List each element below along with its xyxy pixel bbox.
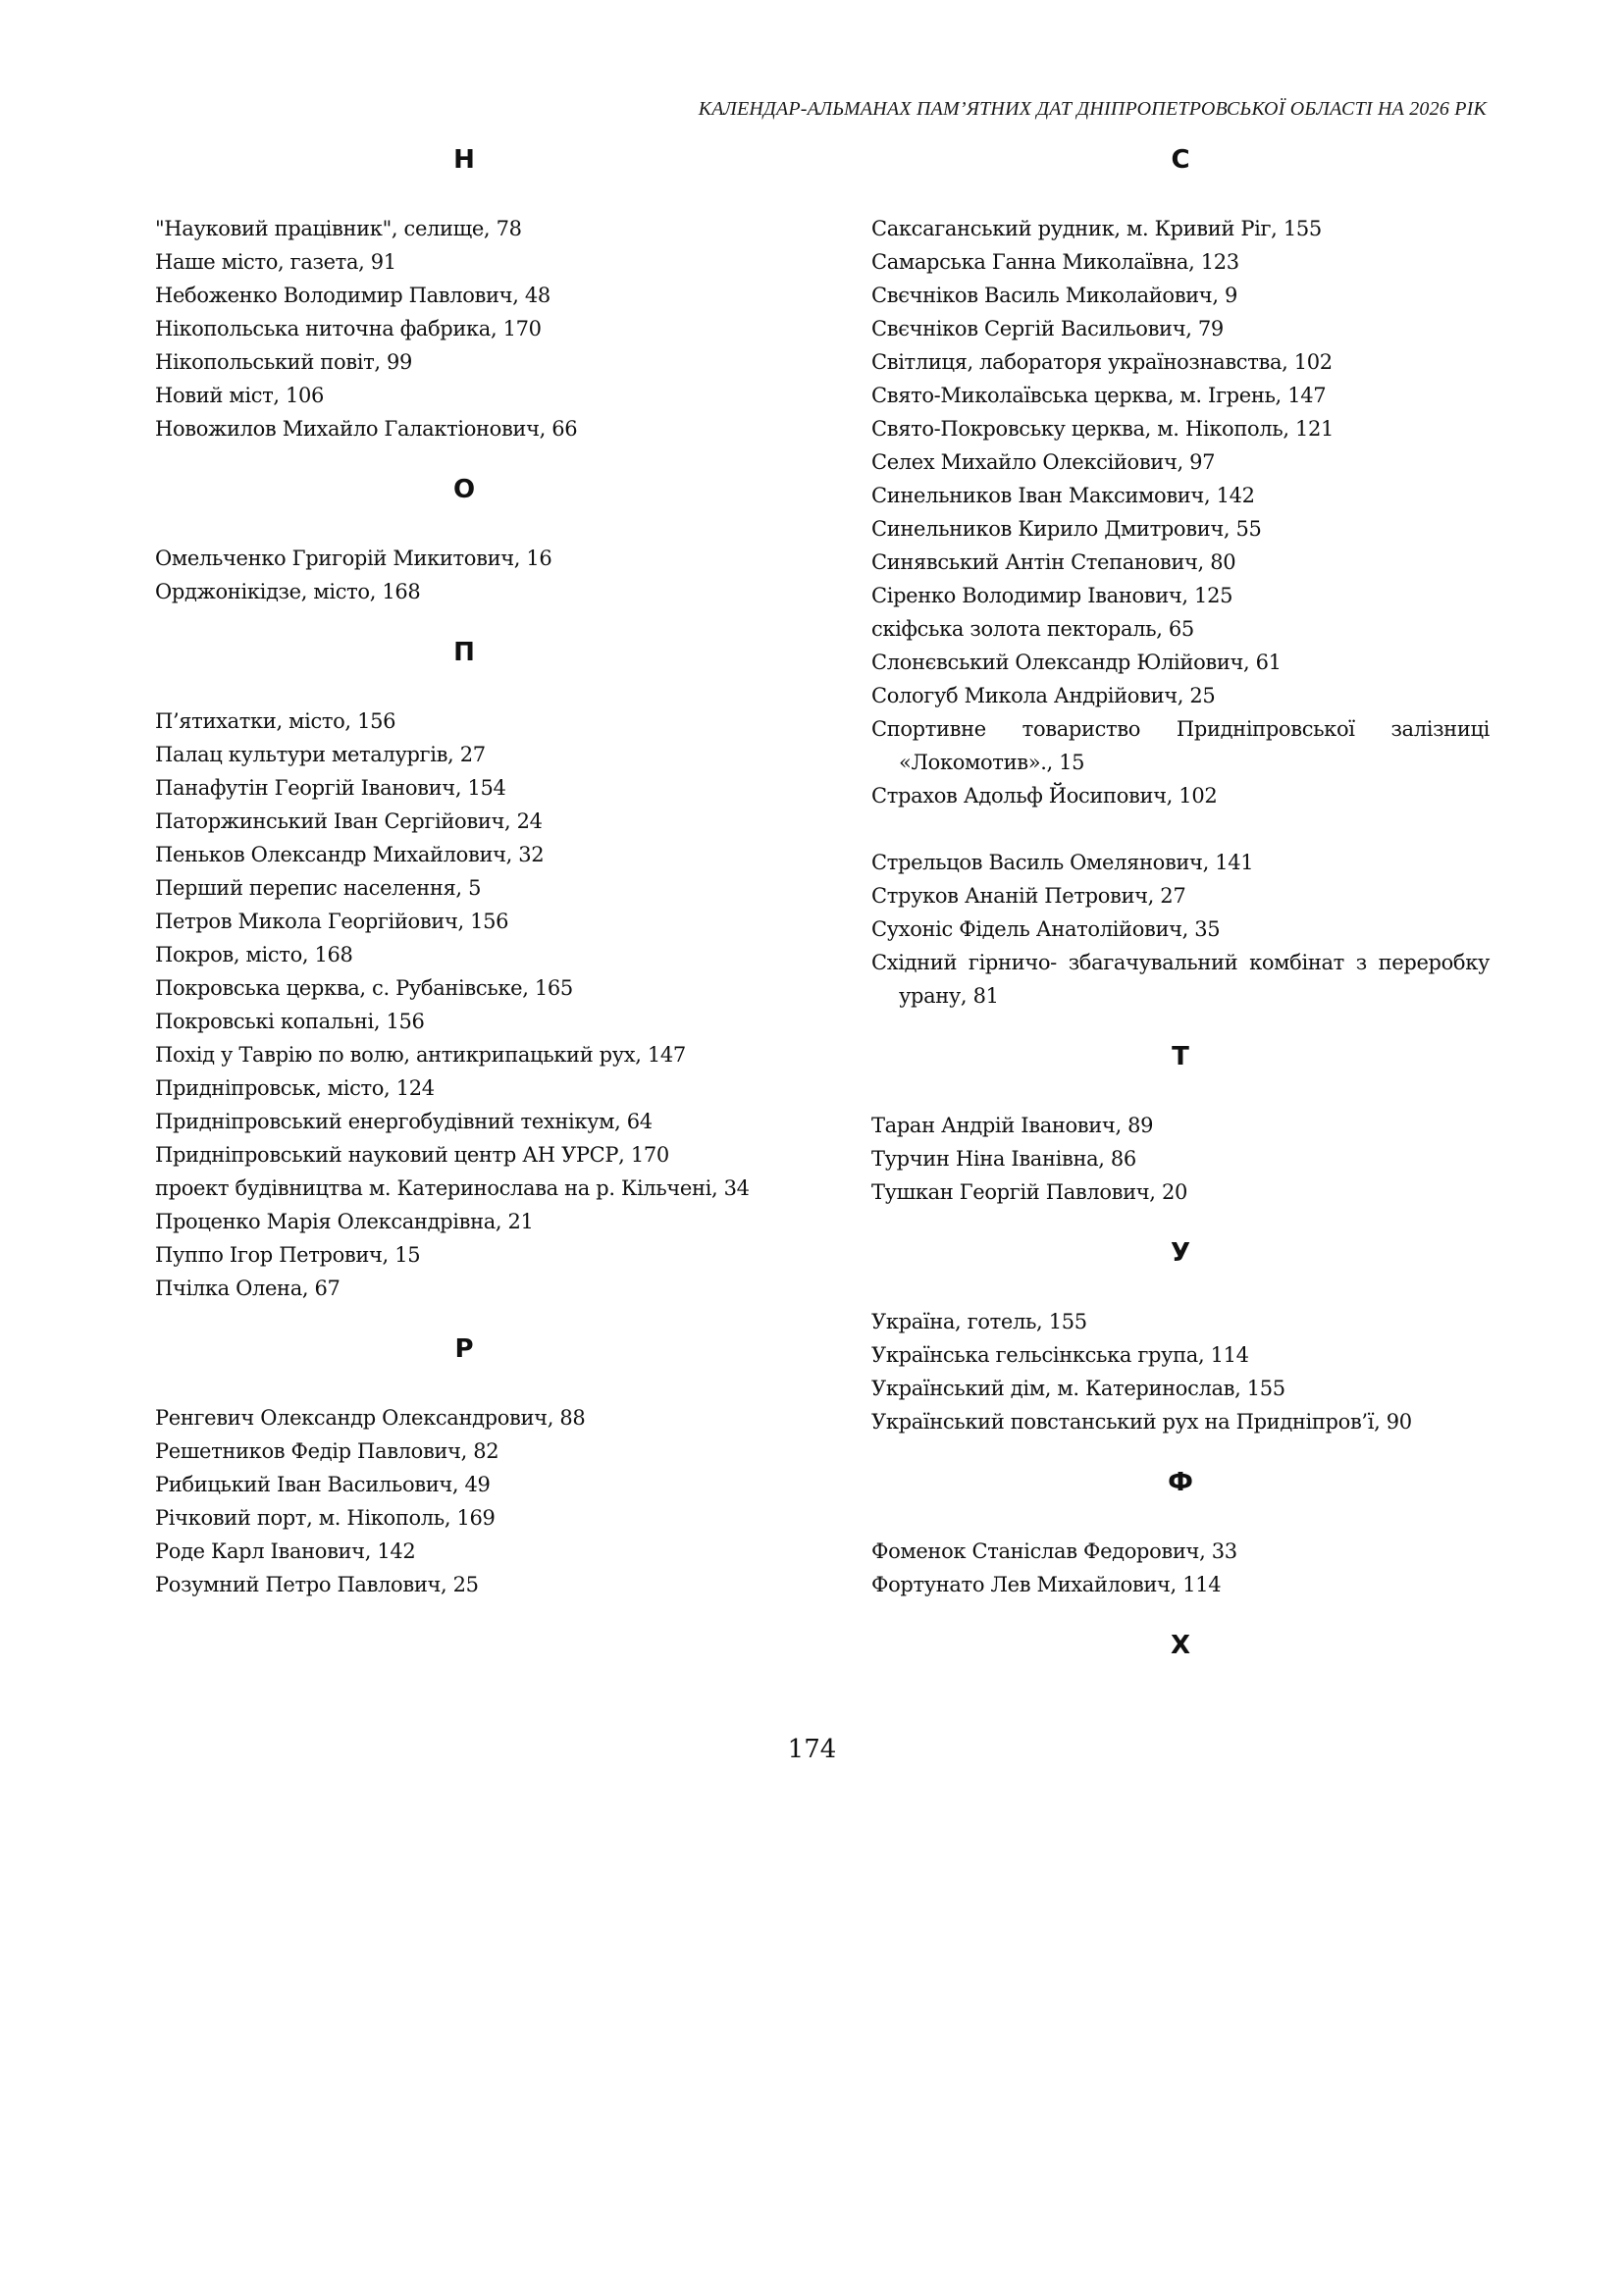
index-entry: Струков Ананій Петрович, 27 xyxy=(871,884,1186,908)
index-entry: скіфська золота пектораль, 65 xyxy=(871,617,1194,641)
section-letter: Р xyxy=(454,1334,474,1364)
section-letter: П xyxy=(453,638,475,667)
index-entry: Рибицький Іван Васильович, 49 xyxy=(155,1473,491,1496)
index-entry-list xyxy=(871,1305,1490,1438)
index-section-p xyxy=(155,636,773,1305)
index-entry: Покровські копальні, 156 xyxy=(155,1010,425,1033)
index-entry: Новий міст, 106 xyxy=(155,384,325,407)
index-entry: Ренгевич Олександр Олександрович, 88 xyxy=(155,1406,586,1430)
index-entry-list xyxy=(155,1401,773,1601)
index-section-f xyxy=(871,1466,1490,1601)
index-entry: Придніпровський енергобудівний технікум, 64 xyxy=(155,1110,653,1133)
index-entry: Синельников Іван Максимович, 142 xyxy=(871,484,1255,507)
index-section-t xyxy=(871,1040,1490,1209)
index-section-u xyxy=(871,1236,1490,1438)
index-entry: Східний гірничо- збагачувальний комбінат з переробку урану, 81 xyxy=(871,951,1490,1008)
index-entry: Турчин Ніна Іванівна, 86 xyxy=(871,1147,1136,1171)
index-entry: Наше місто, газета, 91 xyxy=(155,250,396,274)
index-entry: Панафутін Георгій Іванович, 154 xyxy=(155,776,506,800)
index-entry: Самарська Ганна Миколаївна, 123 xyxy=(871,250,1239,274)
index-entry: Пеньков Олександр Михайлович, 32 xyxy=(155,843,545,866)
index-section-kh xyxy=(871,1629,1490,1662)
index-entry: Омельченко Григорій Микитович, 16 xyxy=(155,547,552,570)
index-entry: "Науковий працівник", селище, 78 xyxy=(155,217,522,240)
index-entry: Світлиця, лабораторя українознавства, 102 xyxy=(871,350,1333,374)
index-entry: Пчілка Олена, 67 xyxy=(155,1277,341,1300)
index-entry: Нікопольська ниточна фабрика, 170 xyxy=(155,317,542,340)
index-entry: Український дім, м. Катеринослав, 155 xyxy=(871,1377,1285,1400)
running-header: КАЛЕНДАР-АЛЬМАНАХ ПАМ’ЯТНИХ ДАТ ДНІПРОПЕТРОВСЬКОЇ ОБЛАСТІ НА 2026 РІК xyxy=(698,98,1487,120)
index-entry: Слонєвський Олександр Юлійович, 61 xyxy=(871,651,1282,674)
index-entry-list xyxy=(871,212,1490,1013)
index-entry: Нікопольський повіт, 99 xyxy=(155,350,413,374)
index-entry: Селех Михайло Олексійович, 97 xyxy=(871,450,1216,474)
index-entry: Проценко Марія Олександрівна, 21 xyxy=(155,1210,534,1233)
index-section-r xyxy=(155,1332,773,1601)
index-entry: Палац культури металургів, 27 xyxy=(155,743,486,766)
index-entry: Придніпровськ, місто, 124 xyxy=(155,1076,435,1100)
section-letter: Х xyxy=(1170,1631,1191,1660)
index-entry: Новожилов Михайло Галактіонович, 66 xyxy=(155,417,578,441)
index-entry: Роде Карл Іванович, 142 xyxy=(155,1539,416,1563)
index-entry: Річковий порт, м. Нікополь, 169 xyxy=(155,1506,496,1530)
index-entry: Свято-Миколаївська церква, м. Ігрень, 147 xyxy=(871,384,1327,407)
index-entry: Свєчніков Василь Миколайович, 9 xyxy=(871,284,1238,307)
index-entry: Петров Микола Георгійович, 156 xyxy=(155,910,509,933)
index-column-left xyxy=(155,143,773,1601)
index-entry: Стрельцов Василь Омелянович, 141 xyxy=(871,851,1254,874)
section-letter: У xyxy=(1170,1238,1191,1268)
index-entry: Небоженко Володимир Павлович, 48 xyxy=(155,284,550,307)
index-entry: Решетников Федір Павлович, 82 xyxy=(155,1439,499,1463)
index-entry: Українська гельсінкська група, 114 xyxy=(871,1343,1249,1367)
index-entry: Фоменок Станіслав Федорович, 33 xyxy=(871,1539,1237,1563)
index-entry: Покровська церква, с. Рубанівське, 165 xyxy=(155,976,573,1000)
index-entry: Пуппо Ігор Петрович, 15 xyxy=(155,1243,421,1267)
index-entry: Покров, місто, 168 xyxy=(155,943,353,966)
index-column-right xyxy=(871,143,1490,1697)
index-entry: Таран Андрій Іванович, 89 xyxy=(871,1114,1154,1137)
index-entry: Розумний Петро Павлович, 25 xyxy=(155,1573,479,1596)
index-entry: Синельников Кирило Дмитрович, 55 xyxy=(871,517,1262,541)
index-entry-list xyxy=(155,542,773,608)
index-entry-list xyxy=(155,212,773,445)
index-entry-list xyxy=(155,704,773,1305)
index-entry-list xyxy=(871,1109,1490,1209)
index-entry: Український повстанський рух на Придніпров’ї, 90 xyxy=(871,1410,1412,1434)
page-number: 174 xyxy=(787,1735,837,1764)
index-entry: Похід у Таврію по волю, антикрипацький рух, 147 xyxy=(155,1043,686,1067)
index-entry-list xyxy=(871,1535,1490,1601)
index-entry: Перший перепис населення, 5 xyxy=(155,876,482,900)
section-letter: Н xyxy=(453,145,475,175)
index-entry: Україна, готель, 155 xyxy=(871,1310,1087,1333)
index-entry: Орджонікідзе, місто, 168 xyxy=(155,580,421,603)
index-entry: Сіренко Володимир Іванович, 125 xyxy=(871,584,1233,607)
index-section-n xyxy=(155,143,773,445)
index-entry: Свято-Покровську церква, м. Нікополь, 121 xyxy=(871,417,1335,441)
index-entry: Саксаганський рудник, м. Кривий Ріг, 155 xyxy=(871,217,1322,240)
index-entry: Спортивне товариство Придніпровської залізниці «Локомотив»., 15 xyxy=(871,717,1490,774)
index-entry: Фортунато Лев Михайлович, 114 xyxy=(871,1573,1222,1596)
index-entry: П’ятихатки, місто, 156 xyxy=(155,709,396,733)
index-entry: Придніпровський науковий центр АН УРСР, 170 xyxy=(155,1143,669,1167)
section-letter: Ф xyxy=(1168,1468,1193,1497)
index-entry: Тушкан Георгій Павлович, 20 xyxy=(871,1180,1187,1204)
index-entry: Сологуб Микола Андрійович, 25 xyxy=(871,684,1216,707)
index-entry: Страхов Адольф Йосипович, 102 xyxy=(871,784,1218,808)
section-letter: О xyxy=(452,475,476,504)
section-letter: С xyxy=(1171,145,1190,175)
index-entry: Сухоніс Фідель Анатолійович, 35 xyxy=(871,917,1221,941)
index-entry: проект будівництва м. Катеринослава на р. Кільчені, 34 xyxy=(155,1176,750,1200)
index-section-s xyxy=(871,143,1490,1013)
section-letter: Т xyxy=(1172,1042,1189,1071)
index-entry: Свєчніков Сергій Васильович, 79 xyxy=(871,317,1224,340)
index-section-o xyxy=(155,473,773,608)
index-entry: Синявський Антін Степанович, 80 xyxy=(871,550,1236,574)
index-entry: Паторжинський Іван Сергійович, 24 xyxy=(155,809,543,833)
